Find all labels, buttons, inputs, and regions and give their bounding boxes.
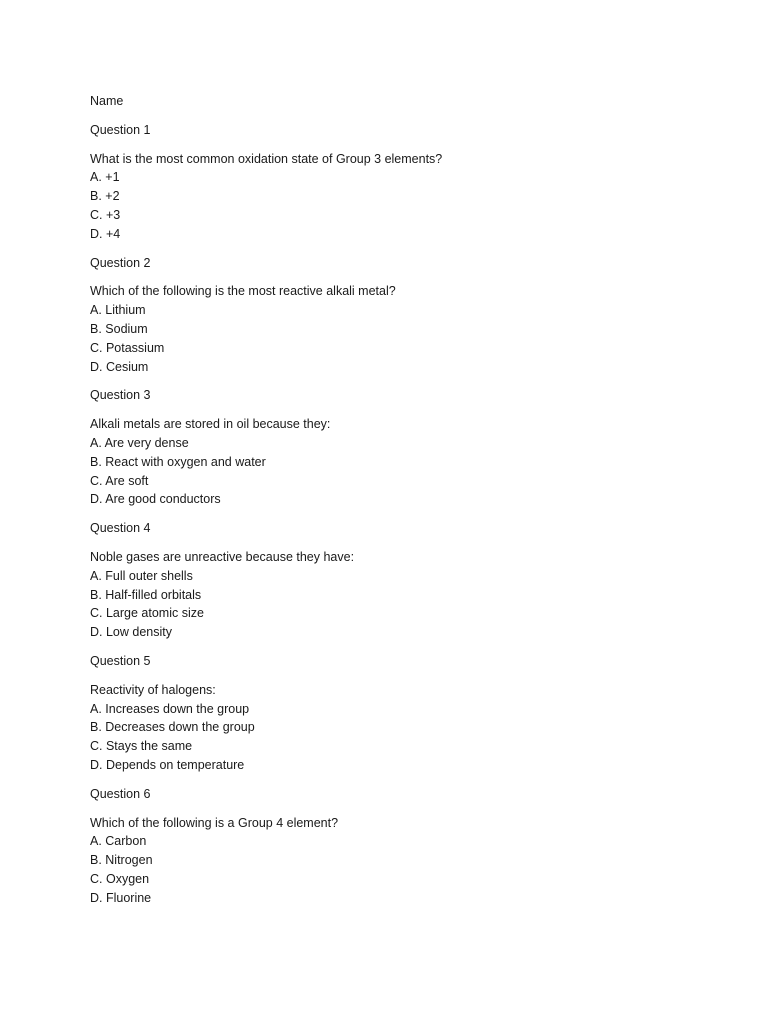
question-block-4 [90, 519, 710, 642]
answer-option-c: C. Large atomic size [90, 606, 204, 621]
answer-option-a: A. +1 [90, 170, 120, 185]
answer-option-b: B. Decreases down the group [90, 720, 255, 735]
question-heading: Question 2 [90, 255, 151, 270]
answer-option-d: D. Fluorine [90, 890, 152, 905]
question-heading: Question 5 [90, 653, 151, 668]
question-heading: Question 6 [90, 786, 151, 801]
question-block-5 [90, 652, 710, 775]
question-block-6 [90, 785, 710, 908]
question-heading: Question 4 [90, 521, 151, 536]
question-prompt: Reactivity of halogens: [90, 682, 216, 697]
question-heading: Question 1 [90, 122, 151, 137]
answer-option-a: A. Increases down the group [90, 701, 250, 716]
answer-option-b: B. Nitrogen [90, 853, 153, 868]
answer-option-c: C. Stays the same [90, 739, 193, 754]
answer-option-d: D. Are good conductors [90, 492, 221, 507]
answer-option-c: C. Oxygen [90, 871, 150, 886]
question-block-1 [90, 121, 710, 244]
question-prompt: Which of the following is a Group 4 element? [90, 815, 339, 830]
question-block-2 [90, 254, 710, 377]
answer-option-c: C. Are soft [90, 473, 149, 488]
answer-option-c: C. Potassium [90, 340, 165, 355]
answer-option-b: B. React with oxygen and water [90, 454, 266, 469]
answer-option-d: D. Depends on temperature [90, 757, 245, 772]
question-prompt: Alkali metals are stored in oil because they: [90, 417, 331, 432]
answer-option-d: D. Low density [90, 625, 172, 640]
answer-option-b: B. Sodium [90, 321, 148, 336]
answer-option-a: A. Full outer shells [90, 568, 193, 583]
answer-option-d: D. +4 [90, 226, 121, 241]
answer-option-b: B. Half-filled orbitals [90, 587, 202, 602]
answer-option-b: B. +2 [90, 189, 120, 204]
question-prompt: Noble gases are unreactive because they have: [90, 549, 355, 564]
question-prompt: Which of the following is the most reactive alkali metal? [90, 284, 396, 299]
answer-option-a: A. Lithium [90, 303, 146, 318]
answer-option-c: C. +3 [90, 207, 121, 222]
answer-option-d: D. Cesium [90, 359, 149, 374]
name-label: Name [90, 94, 124, 108]
question-block-3 [90, 386, 710, 509]
answer-option-a: A. Carbon [90, 834, 147, 849]
quiz-document [90, 92, 710, 917]
question-heading: Question 3 [90, 388, 151, 403]
question-prompt: What is the most common oxidation state of Group 3 elements? [90, 151, 443, 166]
answer-option-a: A. Are very dense [90, 435, 189, 450]
